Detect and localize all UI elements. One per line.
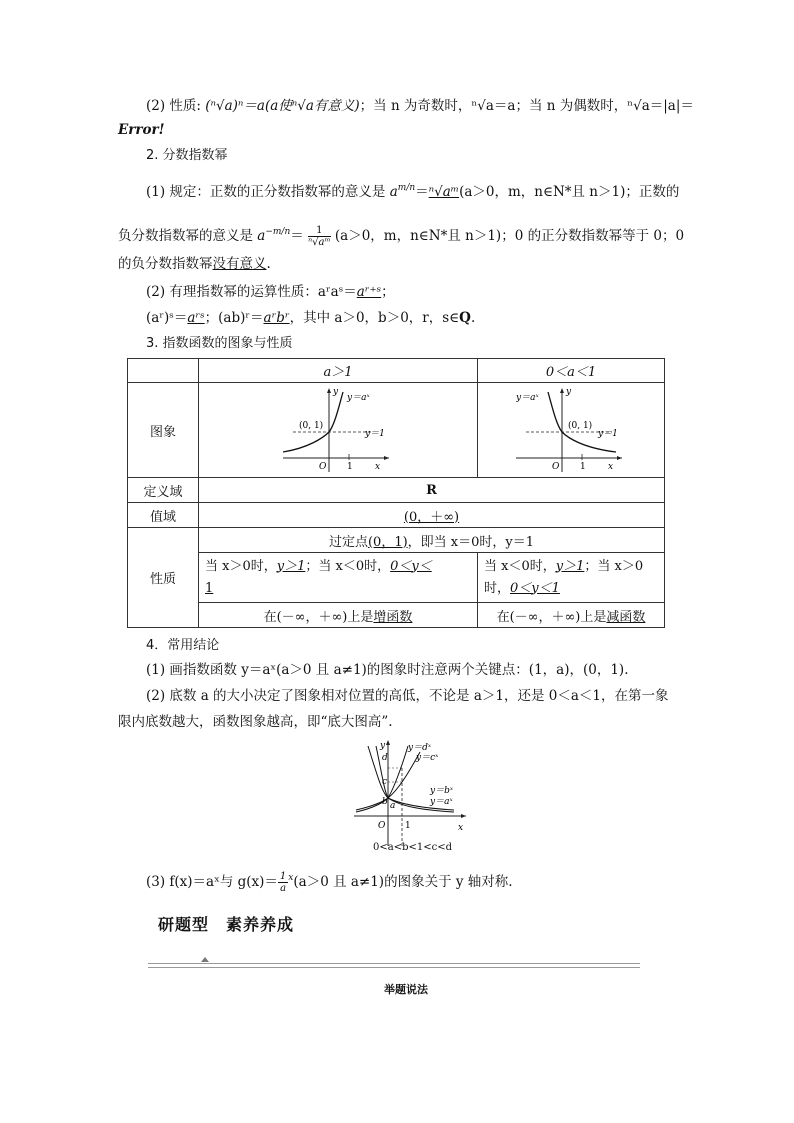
answer: (0，1) xyxy=(367,534,408,550)
formula: (ⁿ√a)ⁿ＝a(a使ⁿ√a有意义) xyxy=(205,98,360,114)
graph-decreasing-cell xyxy=(478,383,665,478)
graph-increasing-cell xyxy=(199,383,478,478)
answer: 0＜y＜1 xyxy=(510,580,560,596)
operation-line1 xyxy=(146,282,706,302)
y-axis-label: y xyxy=(333,387,339,397)
text: ，其中 a＞0，b＞0，r，s∈ xyxy=(289,310,460,326)
error-text: Error! xyxy=(118,122,165,138)
a-power-m-over-n: $a^{m/n}$ xyxy=(389,183,416,200)
fn-a-label: y＝aˣ xyxy=(430,797,453,807)
text: (aʳ)ˢ＝ xyxy=(146,310,188,326)
text: (3) f(x)＝aˣ与 g(x)＝ xyxy=(146,874,278,890)
text: ；当 n 为奇数时，ⁿ√a＝a；当 n 为偶数时，ⁿ√a＝|a|＝ xyxy=(359,98,694,114)
answer: y＞1 xyxy=(555,558,585,574)
x-axis-label: x xyxy=(608,462,614,472)
row-label-domain: 定义域 xyxy=(128,478,199,503)
text: . xyxy=(266,256,271,272)
origin-label: O xyxy=(552,462,560,472)
text: (a＞0，m，n∈N*且 n＞1)；0 的正分数指数幂等于 0；0 xyxy=(334,228,685,244)
text: 在(－∞，＋∞)上是 xyxy=(496,609,607,625)
section-heading: 研题型 素养养成 xyxy=(158,915,295,934)
property-line xyxy=(146,96,706,116)
point-label: (0, 1) xyxy=(568,421,593,431)
exp-function-table xyxy=(127,358,665,628)
y-axis-label: y xyxy=(380,741,386,751)
point-label: (0, 1) xyxy=(299,421,324,431)
one-tick-label: 1 xyxy=(347,462,353,472)
text: 负分数指数幂的意义是 xyxy=(118,228,253,244)
conclusion-3: (3) f(x)＝aˣ与 g(x)＝ $\frac{1}{a}$ $^x$(a＞0 且 a≠1)的图象关于 y 轴对称. xyxy=(146,871,513,894)
text: (2) 性质: xyxy=(146,98,201,114)
text: 过定点 xyxy=(328,534,368,550)
text: (a＞0，m，n∈N*且 n＞1)；正数的 xyxy=(459,184,680,200)
d-label: d xyxy=(382,753,388,763)
b-label: b xyxy=(382,797,388,807)
text: ；(ab)ʳ＝ xyxy=(204,310,264,326)
c-label: c xyxy=(382,777,388,787)
numerator: 1 xyxy=(308,225,331,237)
empty-cell xyxy=(128,359,199,383)
fixed-point-cell xyxy=(199,528,665,553)
rationals-symbol: Q xyxy=(459,310,471,326)
range-value: (0，＋∞) xyxy=(199,503,665,528)
row-label-range: 值域 xyxy=(128,503,199,528)
answer: aʳ⁺ˢ xyxy=(356,284,382,300)
domain-value: R xyxy=(199,478,665,503)
answer: 0＜y＜ xyxy=(390,558,432,574)
a-label: a xyxy=(390,801,396,811)
text: ，即当 x＝0时，y＝1 xyxy=(407,534,535,550)
divider-marker xyxy=(201,957,209,962)
row-label-graph: 图象 xyxy=(128,383,199,478)
divider xyxy=(148,963,640,968)
text: ；当 x＞0 xyxy=(584,558,644,574)
fraction-1-over-a xyxy=(278,871,288,894)
section-2-title: 2. 分数指数幂 xyxy=(146,148,228,163)
figure-caption: 0<a<b<1<c<d xyxy=(373,842,452,853)
origin-label: O xyxy=(378,821,386,831)
one-tick-label: 1 xyxy=(580,462,586,472)
text: 的负分数指数幂 xyxy=(118,256,213,272)
answer: 没有意义 xyxy=(212,256,267,272)
numerator: 1 xyxy=(279,871,287,882)
text: (2) 有理指数幂的运算性质：aʳaˢ＝ xyxy=(146,284,357,300)
row-label-properties: 性质 xyxy=(128,528,199,628)
answer: ⁿ√aᵐ xyxy=(428,184,460,200)
answer: 减函数 xyxy=(606,609,646,625)
one-tick-label: 1 xyxy=(405,821,411,831)
fn-b-label: y＝bˣ xyxy=(430,786,454,796)
section-4-title: 4．常用结论 xyxy=(146,638,220,653)
fractional-power-def-line3 xyxy=(118,254,678,274)
conclusion-2-line1: (2) 底数 a 的大小决定了图象相对位置的高低，不论是 a＞1，还是 0＜a＜1，在第一象 xyxy=(146,688,669,704)
left-range-property xyxy=(199,553,478,603)
fn-label: y＝aˣ xyxy=(516,393,539,403)
conclusion-2-line2: 限内底数越大，函数图象越高，即“底大图高”. xyxy=(118,714,393,730)
denominator: a xyxy=(280,883,287,894)
monotonic-increasing xyxy=(199,603,478,628)
section-3-title: 3. 指数函数的图象与性质 xyxy=(146,336,293,351)
text: . xyxy=(470,310,476,326)
answer: aʳˢ xyxy=(187,310,205,326)
text: (1) 规定：正数的正分数指数幂的意义是 xyxy=(146,184,386,200)
text: ； xyxy=(381,284,395,300)
origin-label: O xyxy=(319,462,327,472)
subheading: 举题说法 xyxy=(384,983,428,996)
text: (a＞0 且 a≠1)的图象关于 y 轴对称. xyxy=(293,874,513,890)
fractional-power-def-line1 xyxy=(146,178,706,202)
fraction xyxy=(308,225,331,248)
fn-d-label: y＝dˣ xyxy=(408,743,432,753)
text: ＝ xyxy=(415,184,429,200)
fn-c-label: y＝cˣ xyxy=(416,753,439,763)
fn-label: y＝aˣ xyxy=(347,393,370,403)
base-comparison-figure xyxy=(350,738,470,858)
answer: y＞1 xyxy=(276,558,306,574)
y-eq-1-label: y＝1 xyxy=(365,429,385,439)
answer: 1 xyxy=(205,580,214,596)
operation-line2 xyxy=(146,308,706,328)
monotonic-decreasing xyxy=(478,603,665,628)
col-header-a-gt-1: a＞1 xyxy=(199,359,478,383)
x-axis-label: x xyxy=(458,823,464,833)
text: 当 x＜0时， xyxy=(484,558,556,574)
y-axis-label: y xyxy=(566,387,572,397)
y-eq-1-label: y＝1 xyxy=(598,429,618,439)
answer: 增函数 xyxy=(373,609,413,625)
denominator: ⁿ√aᵐ xyxy=(308,237,331,248)
increasing-exp-graph xyxy=(283,386,393,474)
a-power-neg-m-over-n: $a^{-m/n}$ xyxy=(257,227,291,244)
fractional-power-def-line2: 负分数指数幂的意义是 $a^{-m/n}=$ $\frac{1}{\text{ⁿ√aᵐ}}$ (a＞0，m，n∈N*且 n＞1)；0 的正分数指数幂等于 0；0 xyxy=(118,225,685,248)
text: ；当 x＜0时， xyxy=(305,558,391,574)
col-header-a-lt-1: 0＜a＜1 xyxy=(478,359,665,383)
answer: aʳbʳ xyxy=(263,310,290,326)
text: 时， xyxy=(484,580,511,596)
conclusion-1: (1) 画指数函数 y＝aˣ(a＞0 且 a≠1)的图象时注意两个关键点：(1，a)，(0，1). xyxy=(146,662,629,678)
text: 当 x＞0时， xyxy=(205,558,277,574)
decreasing-exp-graph xyxy=(516,386,626,474)
right-range-property xyxy=(478,553,665,603)
text: 在(－∞，＋∞)上是 xyxy=(263,609,374,625)
x-axis-label: x xyxy=(375,462,381,472)
